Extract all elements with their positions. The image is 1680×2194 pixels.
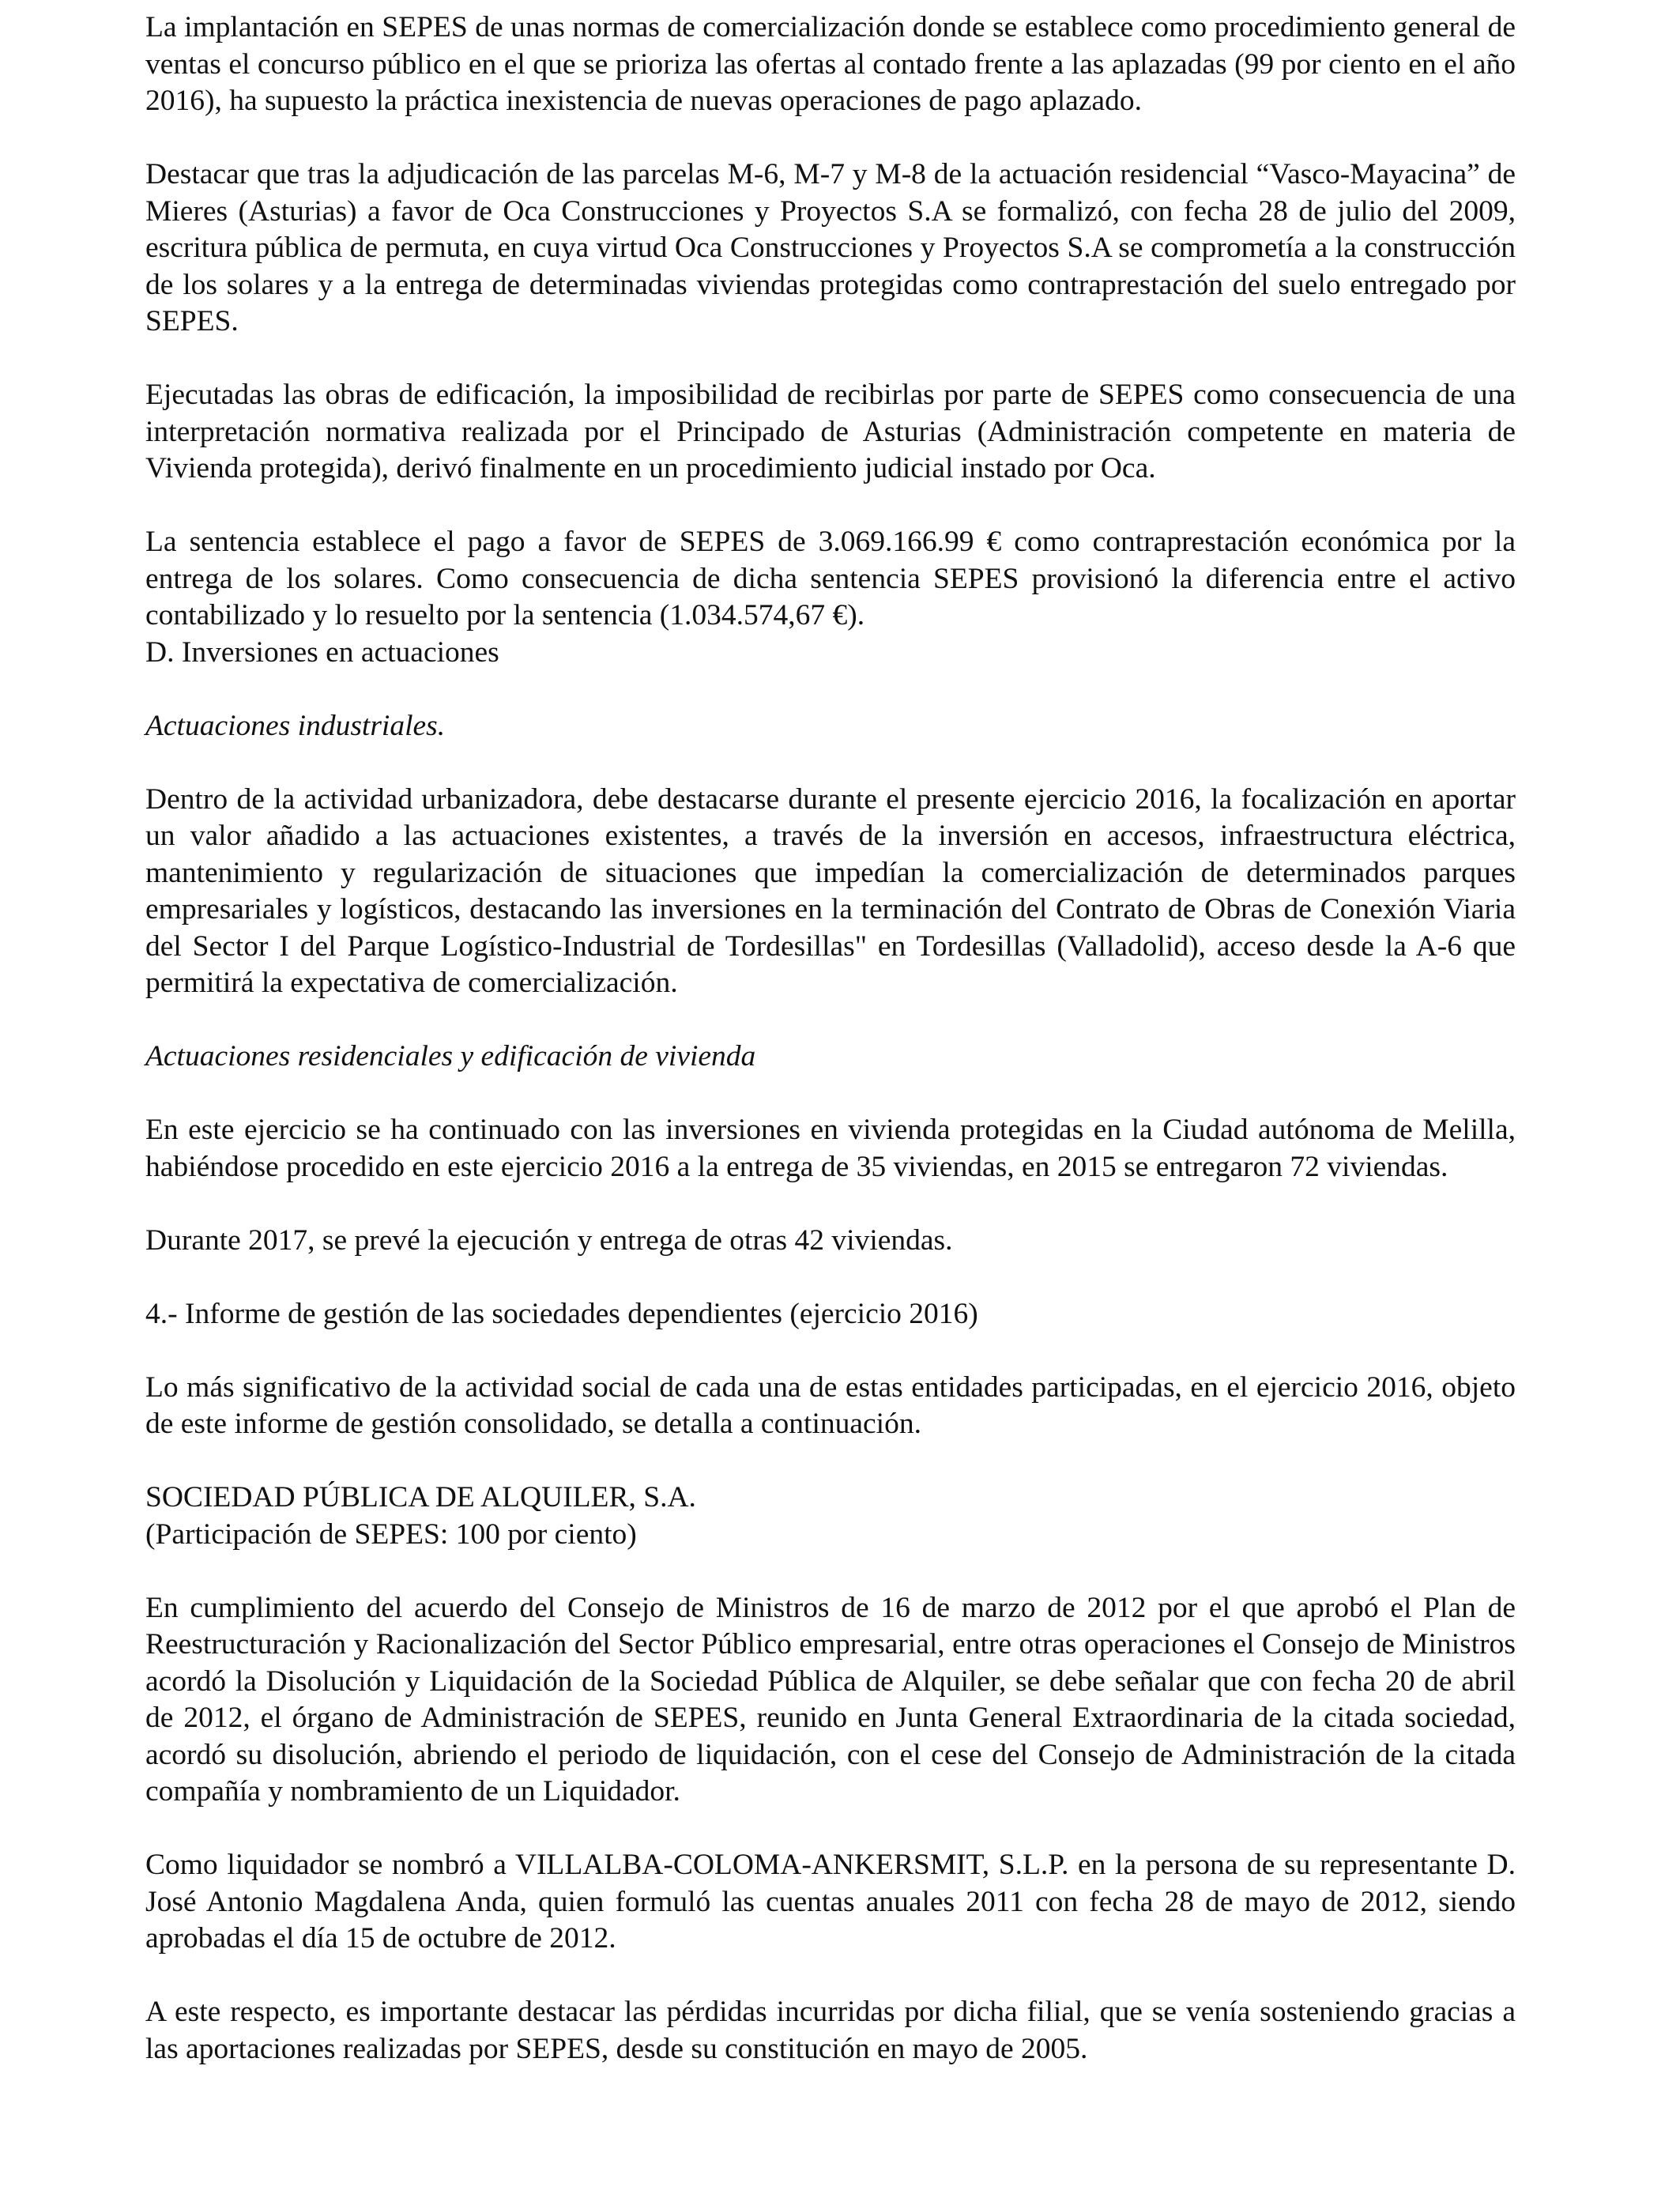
paragraph-consejo-ministros: En cumplimiento del acuerdo del Consejo de Ministros de 16 de marzo de 2012 por el que aprobó el Plan de Reestructuración y Racionalización del Sector Público empresarial, entre otras operaciones el Consejo de Ministros acordó la Disolución y Liquidación de la Sociedad Pública de Alquiler, se debe señalar que con fecha 20 de abril de 2012, el órgano de Administración de SEPES, reunido en Junta General Extraordinaria de la citada sociedad, acordó su disolución, abriendo el periodo de liquidación, con el cese del Consejo de Administración de la citada compañía y nombramiento de un Liquidador. — [145, 1591, 1516, 1808]
document-page — [145, 9, 1516, 2105]
heading-sociedad-name: SOCIEDAD PÚBLICA DE ALQUILER, S.A. — [145, 1481, 696, 1514]
paragraph-obras-edificacion: Ejecutadas las obras de edificación, la imposibilidad de recibirlas por parte de SEPES como consecuencia de una interpretación normativa realizada por el Principado de Asturias (Administración competente en materia de Vivienda protegida), derivó finalmente en un procedimiento judicial instado por Oca. — [145, 379, 1516, 484]
heading-informe-gestion: 4.- Informe de gestión de las sociedades dependientes (ejercicio 2016) — [145, 1297, 978, 1330]
paragraph-perdidas-filial: A este respecto, es importante destacar las pérdidas incurridas por dicha filial, que se venía sosteniendo gracias a las aportaciones realizadas por SEPES, desde su constitución en mayo de 2005. — [145, 1996, 1516, 2065]
paragraph-ventas-contado: La implantación en SEPES de unas normas de comercialización donde se establece como procedimiento general de ventas el concurso público en el que se prioriza las ofertas al contado frente a las aplazadas (99 por ciento en el año 2016), ha supuesto la práctica inexistencia de nuevas operaciones de pago aplazado. — [145, 11, 1516, 117]
paragraph-vivienda-melilla: En este ejercicio se ha continuado con las inversiones en vivienda protegidas en la Ciudad autónoma de Melilla, habiéndose procedido en este ejercicio 2016 a la entrega de 35 viviendas, en 2015 se entregaron 72 viviendas. — [145, 1114, 1516, 1183]
heading-actuaciones-industriales: Actuaciones industriales. — [145, 709, 446, 742]
paragraph-permuta-oca: Destacar que tras la adjudicación de las parcelas M-6, M-7 y M-8 de la actuación residencial “Vasco-Mayacina” de Mieres (Asturias) a favor de Oca Construcciones y Proyectos S.A se formalizó, con fecha 28 de julio del 2009, escritura pública de permuta, en cuya virtud Oca Construcciones y Proyectos S.A se comprometía a la construcción de los solares y a la entrega de determinadas viviendas protegidas como contraprestación del suelo entregado por SEPES. — [145, 158, 1516, 337]
paragraph-liquidador: Como liquidador se nombró a VILLALBA-COLOMA-ANKERSMIT, S.L.P. en la persona de su representante D. José Antonio Magdalena Anda, quien formuló las cuentas anuales 2011 con fecha 28 de mayo de 2012, siendo aprobadas el día 15 de octubre de 2012. — [145, 1849, 1516, 1955]
heading-inversiones-actuaciones: D. Inversiones en actuaciones — [145, 635, 499, 669]
paragraph-prevision-2017: Durante 2017, se prevé la ejecución y entrega de otras 42 viviendas. — [145, 1223, 953, 1257]
heading-actuaciones-residenciales: Actuaciones residenciales y edificación de vivienda — [145, 1040, 756, 1072]
paragraph-sentencia: La sentencia establece el pago a favor de SEPES de 3.069.166.99 € como contraprestación económica por la entrega de los solares. Como consecuencia de dicha sentencia SEPES provisionó la diferencia entre el activo contabilizado y lo resuelto por la sentencia (1.034.574,67 €). — [145, 526, 1516, 631]
paragraph-actividad-social: Lo más significativo de la actividad social de cada una de estas entidades participadas, en el ejercicio 2016, objeto de este informe de gestión consolidado, se detalla a continuación. — [145, 1370, 1516, 1440]
heading-sociedad-publica-alquiler — [145, 1480, 1516, 1553]
heading-sociedad-participacion: (Participación de SEPES: 100 por ciento) — [145, 1517, 637, 1551]
paragraph-actividad-urbanizadora: Dentro de la actividad urbanizadora, debe destacarse durante el presente ejercicio 2016, la focalización en aportar un valor añadido a las actuaciones existentes, a través de la inversión en accesos, infraestructura eléctrica, mantenimiento y regularización de situaciones que impedían la comercialización de determinados parques empresariales y logísticos, destacando las inversiones en la terminación del Contrato de Obras de Conexión Viaria del Sector I del Parque Logístico-Industrial de Tordesillas" en Tordesillas (Valladolid), acceso desde la A-6 que permitirá la expectativa de comercialización. — [145, 782, 1516, 999]
